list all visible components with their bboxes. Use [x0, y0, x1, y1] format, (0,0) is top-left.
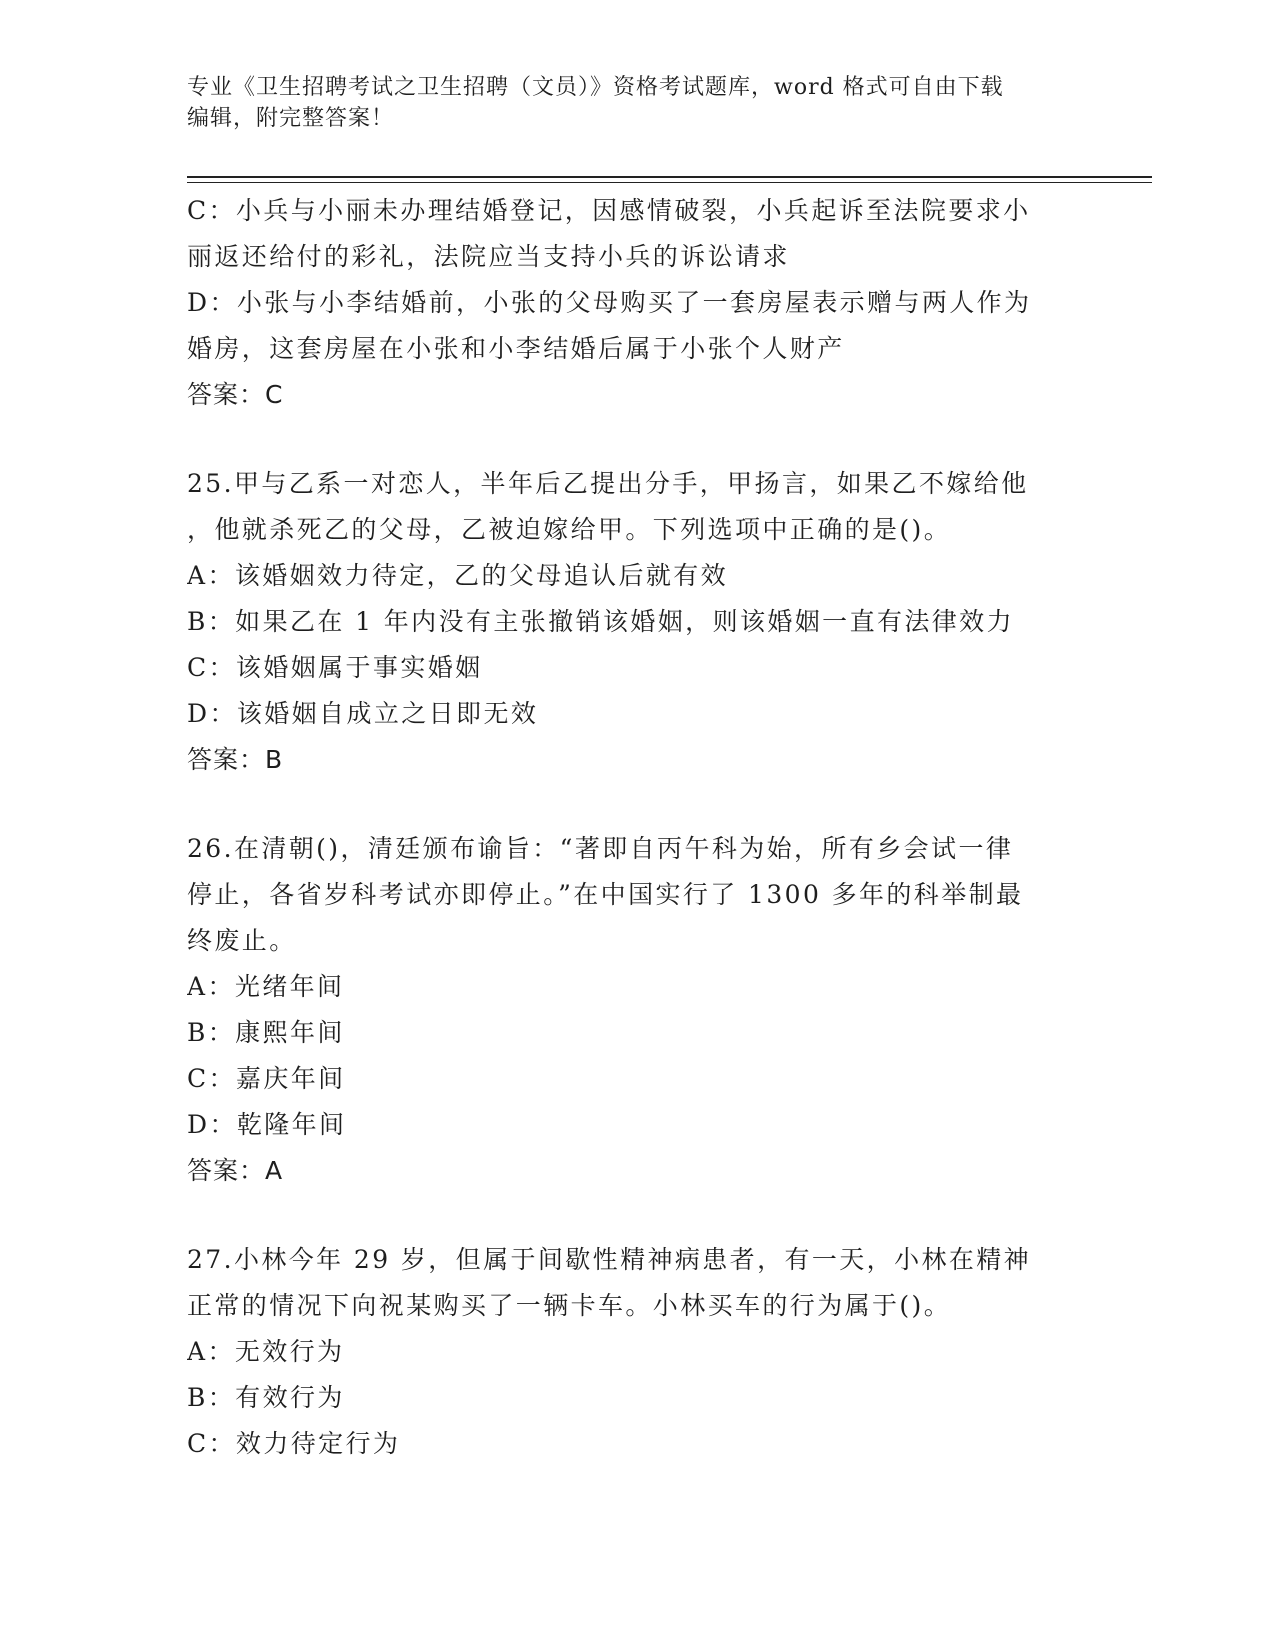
- option-c: C：嘉庆年间: [187, 1064, 346, 1093]
- question-text: ，他就杀死乙的父母，乙被迫嫁给甲。下列选项中正确的是()。: [187, 515, 952, 544]
- question-24-continuation: [187, 188, 1067, 418]
- answer-line: 答案：A: [187, 1156, 284, 1185]
- question-text: 26.在清朝()，清廷颁布谕旨：“著即自丙午科为始，所有乡会试一律: [187, 834, 1014, 863]
- option-a: A：该婚姻效力待定，乙的父母追认后就有效: [187, 561, 729, 590]
- question-25: [187, 461, 1067, 783]
- question-26: [187, 826, 1067, 1194]
- answer-line: 答案：B: [187, 745, 284, 774]
- header-divider-thick: [187, 176, 1152, 178]
- option-b: B：如果乙在 1 年内没有主张撤销该婚姻，则该婚姻一直有法律效力: [187, 607, 1014, 636]
- option-line: 婚房，这套房屋在小张和小李结婚后属于小张个人财产: [187, 334, 845, 363]
- spacer: [187, 1194, 1067, 1237]
- header-line-2: 编辑，附完整答案！: [187, 106, 395, 131]
- spacer: [187, 418, 1067, 461]
- header-divider-thin: [187, 182, 1152, 183]
- option-c: C：该婚姻属于事实婚姻: [187, 653, 483, 682]
- question-text: 25.甲与乙系一对恋人，半年后乙提出分手，甲扬言，如果乙不嫁给他: [187, 469, 1029, 498]
- spacer: [187, 783, 1067, 826]
- header-line-1: 专业《卫生招聘考试之卫生招聘（文员）》资格考试题库，word 格式可自由下载: [187, 75, 1004, 100]
- answer-line: 答案：C: [187, 380, 284, 409]
- option-a: A：无效行为: [187, 1337, 345, 1366]
- option-d: D：乾隆年间: [187, 1110, 347, 1139]
- option-d: D：该婚姻自成立之日即无效: [187, 699, 539, 728]
- question-text: 停止，各省岁科考试亦即停止。”在中国实行了 1300 多年的科举制最: [187, 880, 1024, 909]
- option-line: C：小兵与小丽未办理结婚登记，因感情破裂，小兵起诉至法院要求小: [187, 196, 1031, 225]
- option-b: B：康熙年间: [187, 1018, 345, 1047]
- question-text: 终废止。: [187, 926, 297, 955]
- question-text: 正常的情况下向祝某购买了一辆卡车。小林买车的行为属于()。: [187, 1291, 952, 1320]
- question-27: [187, 1237, 1067, 1467]
- option-line: D：小张与小李结婚前，小张的父母购买了一套房屋表示赠与两人作为: [187, 288, 1032, 317]
- question-text: 27.小林今年 29 岁，但属于间歇性精神病患者，有一天，小林在精神: [187, 1245, 1032, 1274]
- option-b: B：有效行为: [187, 1383, 345, 1412]
- option-c: C：效力待定行为: [187, 1429, 401, 1458]
- document-body: [187, 188, 1067, 1467]
- option-line: 丽返还给付的彩礼，法院应当支持小兵的诉讼请求: [187, 242, 790, 271]
- option-a: A：光绪年间: [187, 972, 345, 1001]
- page-header: [187, 72, 1067, 134]
